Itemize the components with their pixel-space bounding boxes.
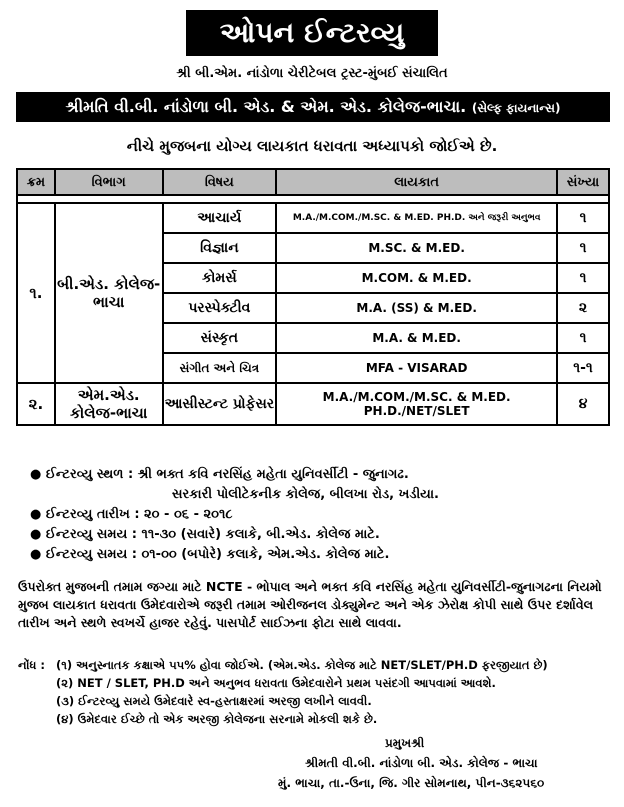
group1-sr: ૧.: [17, 203, 55, 383]
qualification-cell: MFA - VISARAD: [276, 353, 557, 383]
table-header-row: [17, 169, 609, 195]
college-name: શ્રીમતિ વી.બી. નાંડોળા બી. એડ. & એમ. એડ. કોલેજ-ભાચા.: [65, 97, 467, 116]
subject-cell: સંગીત અને ચિત્ર: [163, 353, 277, 383]
count-cell: ૨: [557, 293, 609, 323]
time1-text: ઈન્ટરવ્યુ સમય : ૧૧-૩૦ (સવારે) કલાકે, બી.એડ. કોલેજ માટે.: [45, 527, 380, 542]
subject-cell: આસીસ્ટન્ટ પ્રોફેસર: [163, 383, 277, 425]
note-text: (૧) અનુસ્નાતક કક્ષાએ ૫૫% હોવા જોઈએ. (એમ.એડ. કોલેજ માટે NET/SLET/PH.D ફરજીયાત છે): [56, 658, 548, 672]
count-cell: ૧-૧: [557, 353, 609, 383]
qualification-cell: M.A. (SS) & M.ED.: [276, 293, 557, 323]
note-item: (૪) ઉમેદવાર ઈચ્છે તો એક અરજી કોલેજના સરનામે મોકલી શકે છે.: [56, 712, 378, 726]
count-cell: ૧: [557, 233, 609, 263]
venue-label: ઈન્ટરવ્યુ સ્થળ :: [45, 467, 134, 482]
header-subject: વિષય: [163, 169, 277, 195]
instructions-paragraph: ઉપરોક્ત મુજબની તમામ જગ્યા માટે NCTE - ભોપાલ અને ભક્ત કવિ નરસિંહ મહેતા યુનિવર્સીટી-જુનાગઢના નિયમો મુજબ લાયકાત ધરાવતા ઉમેદવારોએ જરૂરી તમામ ઓરીજનલ ડોક્યુમેન્ટ અને એક ઝેરોક્ષ કોપી સાથે ઉપર દર્શાવેલ તારીખ અને સ્થળે સ્વખર્ચે હાજર રહેવું. પાસપોર્ટ સાઈઝના ફોટા સાથે લાવવા.: [18, 579, 602, 630]
group1-department: બી.એડ. કોલેજ-ભાચા: [55, 203, 163, 383]
qualification-cell: M.A./M.COM./M.SC. & M.ED. PH.D./NET/SLET: [276, 383, 557, 425]
count-cell: ૧: [557, 323, 609, 353]
venue-line2: સરકારી પોલીટેકનીક કોલેજ, બીલખા રોડ, ખડીયા.: [172, 487, 439, 502]
subject-cell: પરસ્પેક્ટીવ: [163, 293, 277, 323]
note-item: [18, 656, 612, 674]
college-tag: (સેલ્ફ ફાયનાન્સ): [471, 101, 561, 115]
venue-line: ● ઈન્ટરવ્યુ સ્થળ : શ્રી ભક્ત કવિ નરસિંહ મહેતા યુનિવર્સીટી - જુનાગઢ.: [30, 467, 409, 482]
qualification-cell: M.SC. & M.ED.: [276, 233, 557, 263]
subject-cell: કોમર્સ: [163, 263, 277, 293]
notes-label: નોંધ :: [18, 658, 45, 672]
vacancy-table: [16, 168, 610, 426]
header-qualification: લાયકાત: [276, 169, 557, 195]
time1-line: ● ઈન્ટરવ્યુ સમય : ૧૧-૩૦ (સવારે) કલાકે, બી.એડ. કોલેજ માટે.: [30, 527, 380, 542]
notes-section: [18, 656, 612, 728]
count-cell: ૧: [557, 263, 609, 293]
college-banner: [16, 92, 610, 122]
subject-cell: સંસ્કૃત: [163, 323, 277, 353]
page-title: ઓપન ઈન્ટરવ્યુ: [186, 10, 439, 56]
signature-role: પ્રમુખશ્રી: [385, 736, 425, 750]
group2-department: એમ.એડ. કોલેજ-ભાચા: [55, 383, 163, 425]
table-row: [17, 203, 609, 233]
signature-address: મું. ભાચા, તા.-ઉના, જિ. ગીર સોમનાથ, પીન-૩૬૨૫૬૦: [278, 776, 545, 790]
signature-block: [0, 733, 624, 793]
note-item: (૨) NET / SLET, PH.D અને અનુભવ ધરાવતા ઉમેદવારોને પ્રથમ પસંદગી આપવામાં આવશે.: [56, 676, 496, 690]
header-sr: ક્રમ: [17, 169, 55, 195]
subject-cell: વિજ્ઞાન: [163, 233, 277, 263]
qualification-cell: M.COM. & M.ED.: [276, 263, 557, 293]
table-row: [17, 383, 609, 425]
trust-line: શ્રી બી.એમ. નાંડોળા ચેરીટેબલ ટ્રસ્ટ-મુંબઈ સંચાલિત: [176, 66, 448, 81]
subject-cell: આચાર્ય: [163, 203, 277, 233]
count-cell: ૧: [557, 203, 609, 233]
qualification-cell: M.A. & M.ED.: [276, 323, 557, 353]
interview-info: [30, 465, 610, 565]
table-spacer: [17, 195, 609, 203]
title-banner: [0, 10, 624, 56]
venue-line1: શ્રી ભક્ત કવિ નરસિંહ મહેતા યુનિવર્સીટી - જુનાગઢ.: [137, 467, 409, 482]
group2-sr: ૨.: [17, 383, 55, 425]
date-text: ઈન્ટરવ્યુ તારીખ : ૨૦ - ૦૬ - ૨૦૧૮: [45, 507, 233, 522]
requirement-line: નીચે મુજબના યોગ્ય લાયકાત ધરાવતા અધ્યાપકો જોઈએ છે.: [126, 137, 498, 155]
qualification-cell: M.A./M.COM./M.SC. & M.ED. PH.D. અને જરૂરી અનુભવ: [276, 203, 557, 233]
header-count: સંખ્યા: [557, 169, 609, 195]
count-cell: ૪: [557, 383, 609, 425]
header-department: વિભાગ: [55, 169, 163, 195]
time2-text: ઈન્ટરવ્યુ સમય : ૦૧-૦૦ (બપોરે) કલાકે, એમ.એડ. કોલેજ માટે.: [45, 547, 390, 562]
time2-line: ● ઈન્ટરવ્યુ સમય : ૦૧-૦૦ (બપોરે) કલાકે, એમ.એડ. કોલેજ માટે.: [30, 547, 390, 562]
signature-college: શ્રીમતી વી.બી. નાંડોળા બી. એડ. કોલેજ - ભાચા: [305, 756, 538, 770]
date-line: ● ઈન્ટરવ્યુ તારીખ : ૨૦ - ૦૬ - ૨૦૧૮: [30, 507, 233, 522]
note-item: (૩) ઈન્ટરવ્યુ સમયે ઉમેદવારે સ્વ-હસ્તાક્ષરમાં અરજી લખીને લાવવી.: [56, 694, 372, 708]
